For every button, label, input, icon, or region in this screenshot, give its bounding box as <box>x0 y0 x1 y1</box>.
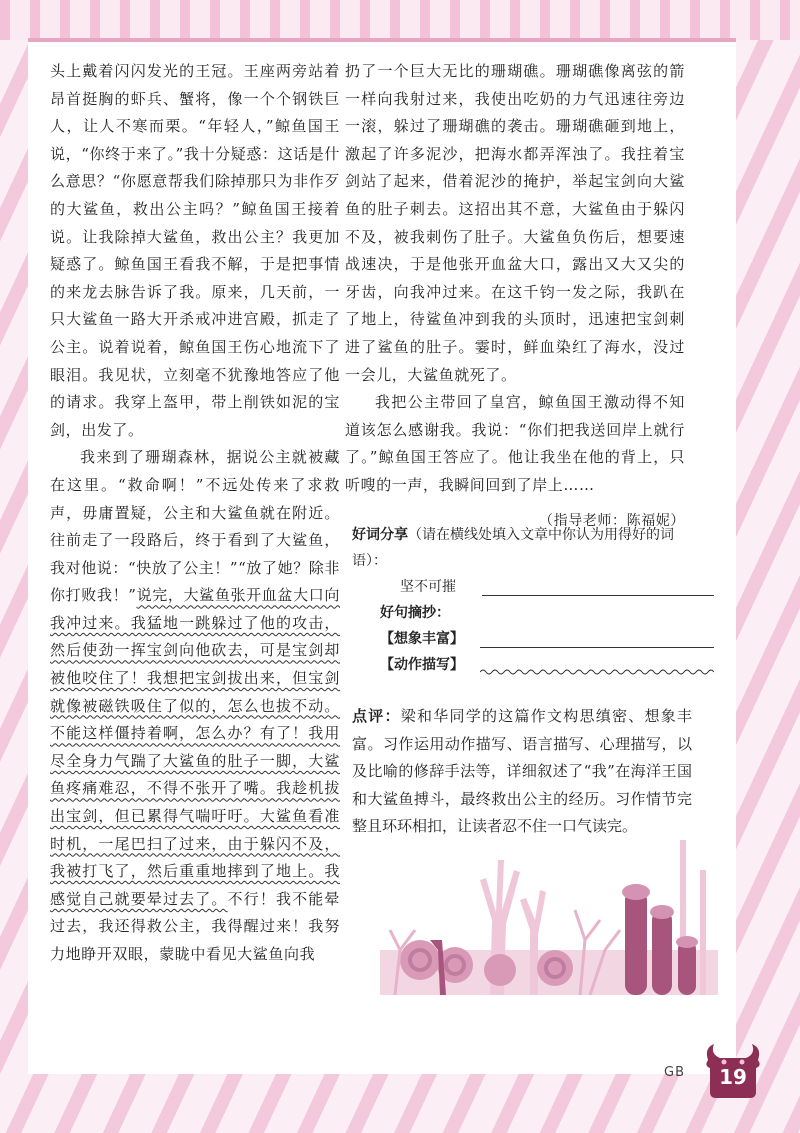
good-word: 坚不可摧 <box>400 579 456 595</box>
highlighted-action-sentence: 说完，大鲨鱼张开血盆大口向我冲过来。我猛地一跳躲过了他的攻击，然后使劲一挥宝剑向他砍去，可是宝剑却被他咬住了！我想把宝剑拔出来，但宝剑就像被磁铁吸住了似的，怎么也拔不动。不能这样僵持着啊，怎么办？有了！我用尽全身力气踹了大鲨鱼的肚子一脚，大鲨鱼疼痛难忍，不得不张开了嘴。我趁机拔出宝剑，但已累得气喘吁吁。大鲨鱼看准时机，一尾巴扫了过来，由于躲闪不及，我被打飞了，然后重重地摔到了地上。我感觉自己就要晕过去了。 <box>50 586 340 908</box>
comment-text: 梁和华同学的这篇作文构思缜密、想象丰富。习作运用动作描写、语言描写、心理描写，以及比喻的修辞手法等，详细叙述了“我”在海洋王国和大鲨鱼搏斗，最终救出公主的经历。习作情节完整且环环相扣，让读者忍不住一口气读完。 <box>352 707 692 836</box>
comment-label: 点评： <box>352 707 401 725</box>
story-paragraph-battle <box>50 444 340 968</box>
sentence-heading-row <box>352 600 692 626</box>
good-words-instruction: （请在横线处填入文章中你认为用得好的词语）： <box>352 527 674 569</box>
word-blank-line[interactable] <box>482 595 714 596</box>
page-number: 19 <box>719 1065 747 1089</box>
story-paragraph-ending: 我把公主带回了皇宫，鲸鱼国王激动得不知道该怎么感谢我。我说：“你们把我送回岸上就行了。”鲸鱼国王答应了。他让我坐在他的背上，只听嗖的一声，我瞬间回到了岸上…… <box>345 393 685 494</box>
folio-mark: GB <box>664 1065 685 1080</box>
good-words-heading: 好词分享 <box>352 527 408 543</box>
imagination-row <box>352 626 692 652</box>
action-blank-wavy-line[interactable] <box>480 668 714 676</box>
story-paragraph: 头上戴着闪闪发光的王冠。王座两旁站着昂首挺胸的虾兵、蟹将，像一个个钢铁巨人，让人不寒而栗。“年轻人，”鲸鱼国王说，“你终于来了。”我十分疑惑：这话是什么意思？“你愿意帮我们除掉那只为非作歹的大鲨鱼，救出公主吗？”鲸鱼国王接着说。让我除掉大鲨鱼，救出公主？我更加疑惑了。鲸鱼国王看我不解，于是把事情的来龙去脉告诉了我。原来，几天前，一只大鲨鱼一路大开杀戒冲进宫殿，抓走了公主。说着说着，鲸鱼国王伤心地流下了眼泪。我见状，立刻毫不犹豫地答应了他的请求。我穿上盔甲，带上削铁如泥的宝剑，出发了。 <box>50 62 340 439</box>
word-row <box>352 574 692 600</box>
action-row <box>352 652 692 678</box>
left-column <box>50 58 340 969</box>
good-words-section <box>352 522 692 678</box>
teacher-credit: （指导老师：陈福妮） <box>539 512 685 529</box>
imagination-blank-line[interactable] <box>480 647 714 648</box>
good-sentence-heading: 好句摘抄： <box>380 605 450 621</box>
top-decorative-band <box>0 0 800 40</box>
right-column <box>345 58 685 535</box>
coral-illustration <box>380 800 718 995</box>
story-text: 我来到了珊瑚森林，据说公主就被藏在这里。“救命啊！”不远处传来了求救声，毋庸置疑，公主和大鲨鱼就在附近。往前走了一段路后，终于看到了大鲨鱼，我对他说：“快放了公主！”“放了她？除非你打败我！” <box>50 448 341 605</box>
page-number-badge <box>700 1040 766 1100</box>
good-words-header <box>352 522 692 574</box>
story-paragraph: 扔了一个巨大无比的珊瑚礁。珊瑚礁像离弦的箭一样向我射过来，我使出吃奶的力气迅速往旁边一滚，躲过了珊瑚礁的袭击。珊瑚礁砸到地上，激起了许多泥沙，把海水都弄浑浊了。我拄着宝剑站了起来，借着泥沙的掩护，举起宝剑向大鲨鱼的肚子刺去。这招出其不意，大鲨鱼由于躲闪不及，被我刺伤了肚子。大鲨鱼负伤后，想要速战速决，于是他张开血盆大口，露出又大又尖的牙齿，向我冲过来。在这千钧一发之际，我趴在了地上，待鲨鱼冲到我的头顶时，迅速把宝剑刺进了鲨鱼的肚子。霎时，鲜血染红了海水，没过一会儿，大鲨鱼就死了。 <box>345 62 685 384</box>
imagination-tag: 【想象丰富】 <box>380 631 464 647</box>
story-text-tail: 不行！我不能晕过去，我还得救公主，我得醒过来！我努力地睁开双眼，蒙眬中看见大鲨鱼向我 <box>50 889 340 963</box>
action-tag: 【动作描写】 <box>380 657 464 673</box>
